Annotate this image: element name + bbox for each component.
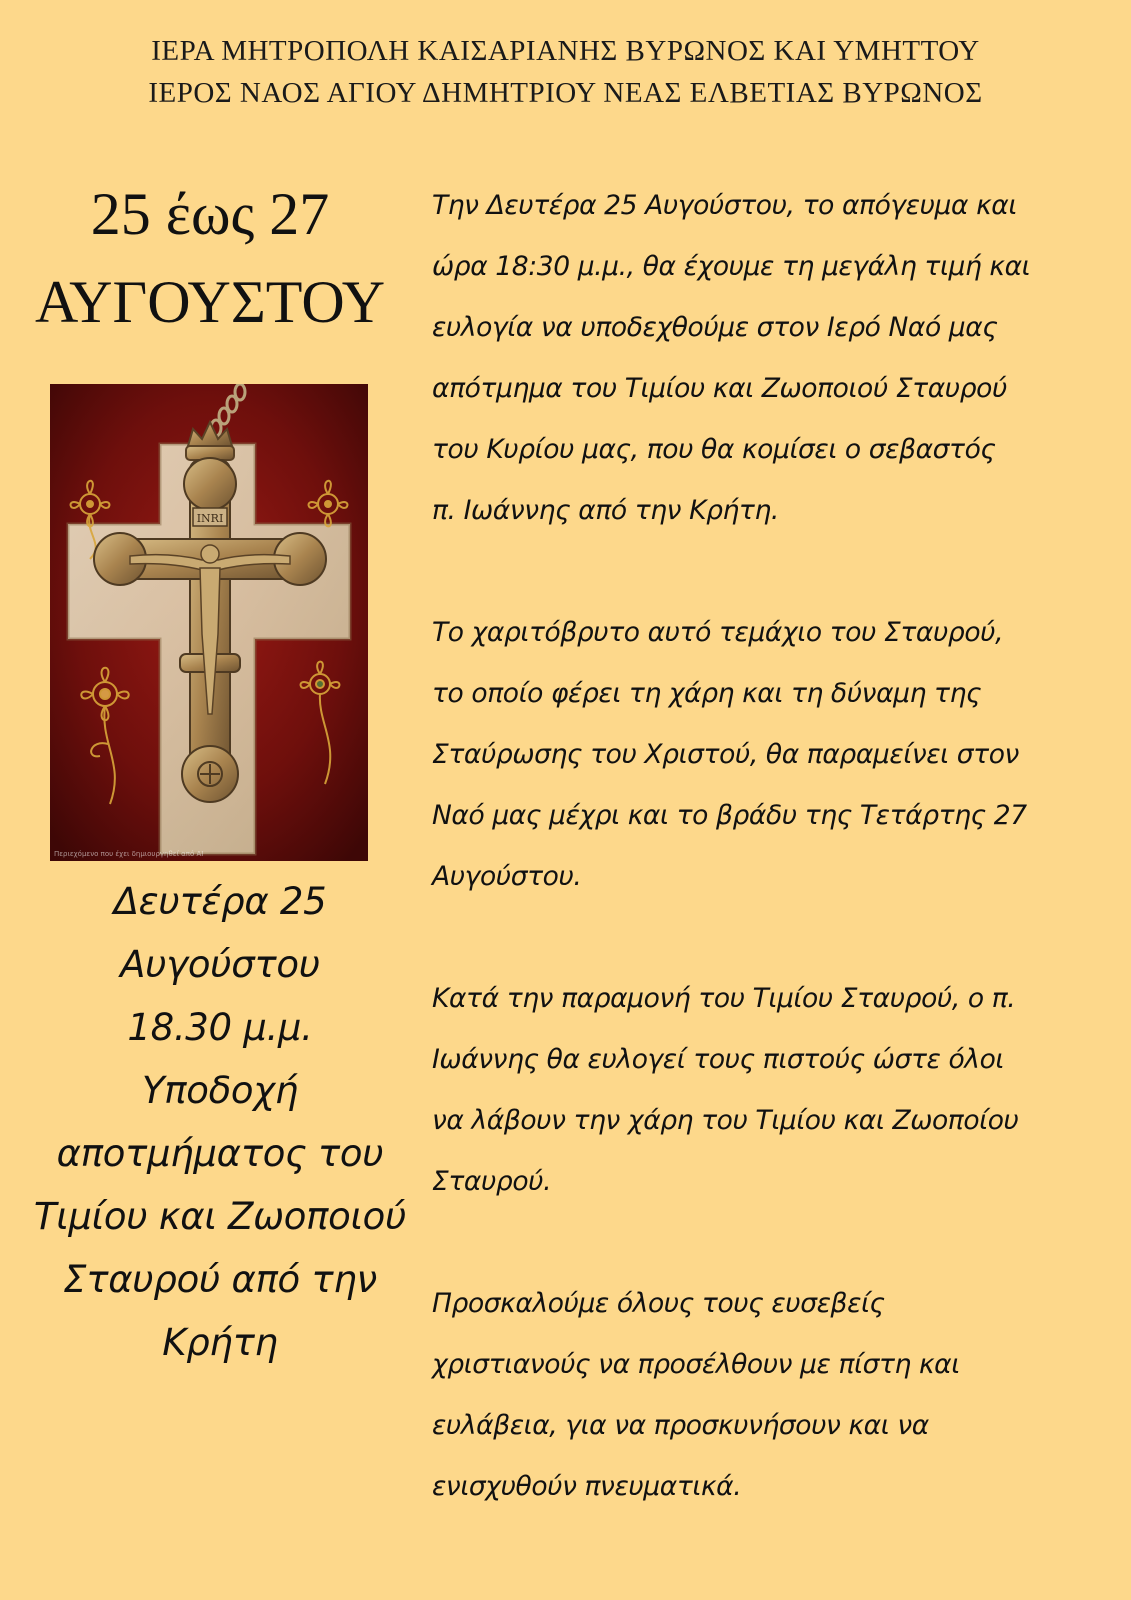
summary-line: Τιμίου και Ζωοποιού <box>33 1195 407 1238</box>
summary-line: Δευτέρα 25 <box>113 880 327 923</box>
paragraph-invitation <box>432 1273 1122 1517</box>
paragraph-line: ευλάβεια, για να προσκυνήσουν και να <box>432 1410 929 1441</box>
paragraph-line: το οποίο φέρει τη χάρη και τη δύναμη της <box>432 678 982 709</box>
event-summary <box>25 870 415 1374</box>
summary-line: 18.30 μ.μ. <box>127 1006 313 1049</box>
paragraph-stay <box>432 602 1122 907</box>
paragraph-line: π. Ιωάννης από την Κρήτη. <box>432 495 779 526</box>
image-caption: Περιεχόμενο που έχει δημιουργηθεί από AI <box>54 850 204 858</box>
summary-line: Σταυρού από την <box>63 1258 377 1301</box>
header <box>0 30 1131 114</box>
paragraph-line: Σταυρού. <box>432 1166 552 1197</box>
paragraph-blessing <box>432 968 1122 1212</box>
paragraph-line: Την Δευτέρα 25 Αυγούστου, το απόγευμα και <box>432 190 1017 221</box>
paragraph-line: απότμημα του Τιμίου και Ζωοποιού Σταυρού <box>432 373 1007 404</box>
announcement-body <box>432 175 1122 1517</box>
paragraph-line: ενισχυθούν πνευματικά. <box>432 1471 742 1502</box>
paragraph-line: χριστιανούς να προσέλθουν με πίστη και <box>432 1349 960 1380</box>
header-line-metropolis: ΙΕΡΑ ΜΗΤΡΟΠΟΛΗ ΚΑΙΣΑΡΙΑΝΗΣ ΒΥΡΩΝΟΣ ΚΑΙ ΥΜΗΤΤΟΥ <box>151 35 980 67</box>
paragraph-line: του Κυρίου μας, που θα κομίσει ο σεβαστός <box>432 434 996 465</box>
paragraph-line: Ναό μας μέχρι και το βράδυ της Τετάρτης 27 <box>432 800 1027 831</box>
paragraph-line: Ιωάννης θα ευλογεί τους πιστούς ώστε όλοι <box>432 1044 1004 1075</box>
paragraph-line: να λάβουν την χάρη του Τιμίου και Ζωοποίου <box>432 1105 1019 1136</box>
paragraph-line: ώρα 18:30 μ.μ., θα έχουμε τη μεγάλη τιμή και <box>432 251 1031 282</box>
date-days: 25 έως 27 <box>90 181 330 247</box>
summary-line: Υποδοχή <box>141 1069 299 1112</box>
inri-inscription: INRI <box>196 512 224 525</box>
date-range <box>10 170 410 346</box>
cross-relic-image <box>50 384 368 861</box>
summary-line: Αυγούστου <box>120 943 320 986</box>
paragraph-arrival <box>432 175 1122 541</box>
paragraph-line: Το χαριτόβρυτο αυτό τεμάχιο του Σταυρού, <box>432 617 1004 648</box>
paragraph-line: Σταύρωσης του Χριστού, θα παραμείνει στον <box>432 739 1019 770</box>
paragraph-line: Αυγούστου. <box>432 861 582 892</box>
date-month: ΑΥΓΟΥΣΤΟΥ <box>34 269 386 335</box>
header-line-church: ΙΕΡΟΣ ΝΑΟΣ ΑΓΙΟΥ ΔΗΜΗΤΡΙΟΥ ΝΕΑΣ ΕΛΒΕΤΙΑΣ ΒΥΡΩΝΟΣ <box>148 77 983 109</box>
paragraph-line: ευλογία να υποδεχθούμε στον Ιερό Ναό μας <box>432 312 998 343</box>
paragraph-line: Κατά την παραμονή του Τιμίου Σταυρού, ο π. <box>432 983 1016 1014</box>
summary-line: Κρήτη <box>162 1321 278 1364</box>
summary-line: αποτμήματος του <box>56 1132 384 1175</box>
paragraph-line: Προσκαλούμε όλους τους ευσεβείς <box>432 1288 885 1319</box>
